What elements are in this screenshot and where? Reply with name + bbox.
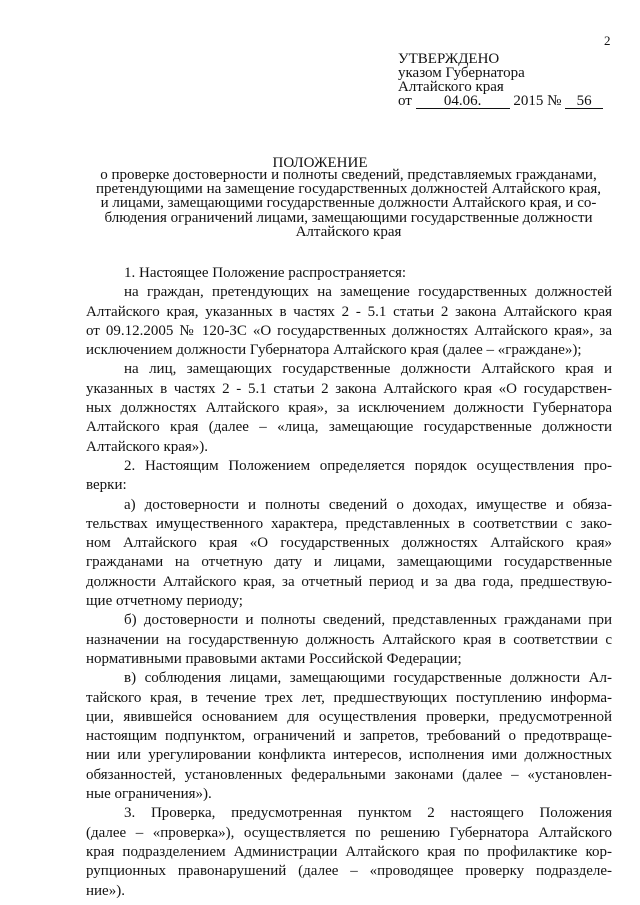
body-line: обязанностей, установленных федеральными законами (далее – «установлен-: [86, 766, 612, 783]
approval-heading: УТВЕРЖДЕНО: [398, 51, 500, 67]
body-line: ные ограничения»).: [86, 786, 212, 803]
body-line: нормативными правовыми актами Российской Федерации;: [86, 650, 462, 667]
body-line: верки:: [86, 477, 127, 494]
body-line: тельствах имущественного характера, представленных в соответствии с зако-: [86, 515, 612, 532]
approval-year-no: 2015 №: [513, 93, 562, 109]
body-line: рупционных правонарушений (далее – «проводящее проверку подразделе-: [86, 863, 612, 880]
body-line: на лиц, замещающих государственные должности Алтайского края и: [124, 361, 612, 378]
subtitle-line: блюдения ограничений лицами, замещающими государственные должности: [104, 209, 593, 226]
body-line: ние»).: [86, 882, 125, 899]
document-subtitle: [86, 168, 611, 239]
body-line: (далее – «проверка»), осуществляется по решению Губернатора Алтайского: [86, 824, 612, 841]
body-line: назначении на государственную должность Алтайского края в соответствии с: [86, 631, 612, 648]
approval-number: 56: [565, 95, 603, 109]
body-line: Алтайского края»).: [86, 438, 209, 455]
body-line: нии или урегулировании конфликта интересов, исполнения ими должностных: [86, 747, 612, 764]
approval-stamp: [398, 52, 628, 109]
body-line: настоящим подпунктом, ограничений и запретов, требований о предотвраще-: [86, 728, 612, 745]
body-line: тайского края, в течение трех лет, предшествующих поступлению информа-: [86, 689, 612, 706]
page-number: 2: [604, 33, 611, 48]
body-line: щие отчетному периоду;: [86, 593, 243, 610]
body-line: ном Алтайского края «О государственных должностях Алтайского края»: [86, 535, 612, 552]
body-line: а) достоверности и полноты сведений о доходах, имуществе и обяза-: [124, 496, 612, 513]
approval-date-line: [398, 94, 628, 109]
body-line: б) достоверности и полноты сведений, представленных гражданами при: [124, 612, 612, 629]
body-line: исключением должности Губернатора Алтайского края (далее – «граждане»);: [86, 342, 582, 359]
body-line: ции, явившейся основанием для осуществления проверки, предусмотренной: [86, 708, 612, 725]
body-line: 3. Проверка, предусмотренная пунктом 2 настоящего Положения: [124, 805, 612, 822]
body-line: на граждан, претендующих на замещение государственных должностей: [124, 284, 612, 301]
subtitle-line: и лицами, замещающими государственные должности Алтайского края, и со-: [100, 195, 597, 212]
body-line: в) соблюдения лицами, замещающими государственные должности Ал-: [124, 670, 612, 687]
subtitle-line: о проверке достоверности и полноты сведений, представляемых гражданами,: [100, 167, 597, 183]
approval-line-1: указом Губернатора: [398, 65, 525, 81]
body-line: от 09.12.2005 № 120-ЗС «О государственных должностях Алтайского края», за: [86, 322, 612, 339]
body-line: должности Алтайского края, за отчетный период и за два года, предшествую-: [86, 573, 612, 590]
approval-date-value: 04.06.: [416, 95, 510, 109]
body-line: гражданами на отчетную дату и лицами, замещающими государственные: [86, 554, 612, 571]
body-line: ных должностях Алтайского края», за исключением должности Губернатора: [86, 400, 612, 417]
body-line: Алтайского края (далее – «лица, замещающие государственные должности: [86, 419, 612, 436]
body-line: указанных в частях 2 - 5.1 статьи 2 закона Алтайского края «О государствен-: [86, 380, 612, 397]
document-title: ПОЛОЖЕНИЕ: [272, 155, 368, 171]
body-line: 2. Настоящим Положением определяется порядок осуществления про-: [124, 457, 612, 474]
document-body: [86, 264, 612, 901]
approval-date-prefix: от: [398, 93, 412, 109]
body-line: 1. Настоящее Положение распространяется:: [124, 265, 407, 281]
body-line: Алтайского края, указанных в частях 2 - 5.1 статьи 2 закона Алтайского края: [86, 303, 612, 320]
subtitle-line: Алтайского края: [295, 223, 402, 240]
approval-line-2: Алтайского края: [398, 79, 504, 95]
subtitle-line: претендующими на замещение государственных должностей Алтайского края,: [95, 181, 602, 198]
body-line: края подразделением Администрации Алтайского края по профилактике кор-: [86, 843, 612, 860]
